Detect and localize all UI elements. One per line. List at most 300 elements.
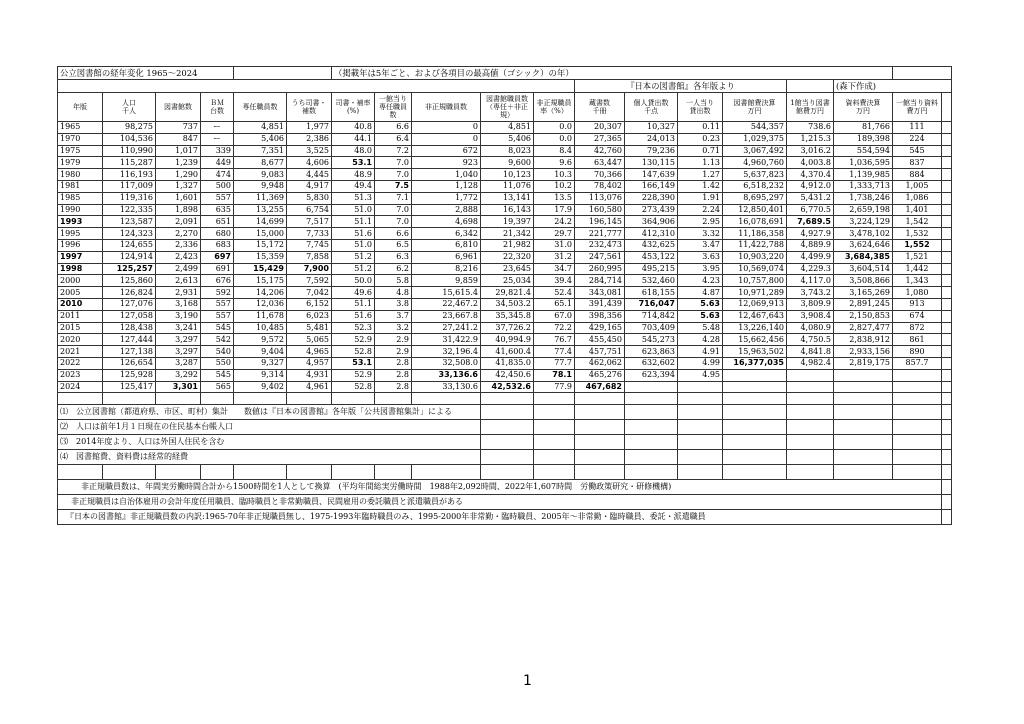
value-cell: 3,292 (156, 369, 201, 381)
blank-cell (723, 393, 787, 405)
value-cell: 42,760 (575, 145, 625, 157)
value-cell: 11,369 (234, 192, 287, 204)
blank-cell (893, 405, 942, 420)
value-cell: 2,336 (156, 239, 201, 251)
header-row (58, 93, 952, 122)
value-cell: 4.91 (678, 346, 723, 358)
value-cell: 500 (201, 180, 234, 192)
blank-cell (942, 495, 952, 510)
column-header-line: 万円 (747, 107, 762, 115)
blank-cell (287, 393, 332, 405)
value-cell: 0.0 (534, 122, 575, 134)
value-cell: 9,572 (234, 334, 287, 346)
blank-cell (201, 393, 234, 405)
value-cell: 550 (201, 357, 234, 369)
year-cell: 2020 (58, 334, 103, 346)
value-cell: 716,047 (625, 298, 678, 310)
value-cell: 32,196.4 (412, 346, 481, 358)
value-cell: 3,624,646 (834, 239, 893, 251)
value-cell: 2,270 (156, 228, 201, 240)
value-cell: 4,982.4 (787, 357, 834, 369)
value-cell: 2,386 (287, 133, 332, 145)
blank-cell (942, 420, 952, 435)
value-cell: 3.8 (375, 298, 412, 310)
value-cell: 861 (893, 334, 942, 346)
value-cell: 623,394 (625, 369, 678, 381)
value-cell: 1,343 (893, 275, 942, 287)
value-cell: 3,525 (287, 145, 332, 157)
value-cell: 6.2 (375, 263, 412, 275)
blank-cell (942, 239, 952, 251)
value-cell: 683 (201, 239, 234, 251)
column-header-line: うち司書・ (291, 99, 327, 107)
blank-cell (942, 465, 952, 480)
footnote-text: 非正規職員は自治体雇用の会計年度任用職員、臨時職員と非常勤職員、民間雇用の委託職員と派遣職員がある (58, 495, 942, 510)
value-cell: 7.0 (375, 216, 412, 228)
value-cell: 3,016.2 (787, 145, 834, 157)
blank-cell (201, 465, 234, 480)
blank-cell (534, 393, 575, 405)
value-cell: ー (201, 122, 234, 134)
value-cell: 76.7 (534, 334, 575, 346)
year-cell: 2000 (58, 275, 103, 287)
blank-cell (942, 216, 952, 228)
column-header-line: 台数 (210, 107, 224, 115)
table-row (58, 393, 952, 405)
year-cell: 2022 (58, 357, 103, 369)
column-header (412, 93, 481, 122)
table-row (58, 122, 952, 134)
value-cell: 412,310 (625, 228, 678, 240)
value-cell: 49.4 (332, 180, 375, 192)
value-cell: 12,036 (234, 298, 287, 310)
value-cell: 51.2 (332, 263, 375, 275)
value-cell: 31,422.9 (412, 334, 481, 346)
table-row (58, 381, 952, 393)
value-cell: 2.8 (375, 381, 412, 393)
blank-cell (156, 393, 201, 405)
value-cell: 453,122 (625, 251, 678, 263)
value-cell: 6,023 (287, 310, 332, 322)
value-cell: 104,536 (103, 133, 156, 145)
value-cell: 2,659,198 (834, 204, 893, 216)
value-cell: 3.63 (678, 251, 723, 263)
column-header-line: 蔵書数 (589, 99, 610, 107)
value-cell: 623,863 (625, 346, 678, 358)
value-cell: 53.1 (332, 357, 375, 369)
table-row (58, 180, 952, 192)
value-cell: 50.0 (332, 275, 375, 287)
column-header-line: 貸出数 (689, 107, 711, 115)
blank-cell (942, 346, 952, 358)
table-row (58, 495, 952, 510)
value-cell: 14,206 (234, 287, 287, 299)
table-row (58, 435, 952, 450)
blank-cell (625, 450, 678, 465)
value-cell: 557 (201, 310, 234, 322)
value-cell: 40,994.9 (481, 334, 534, 346)
value-cell: 52.8 (332, 346, 375, 358)
value-cell: 22,467.2 (412, 298, 481, 310)
value-cell: 0 (412, 133, 481, 145)
blank-cell (942, 192, 952, 204)
blank-cell (942, 510, 952, 525)
table-row (58, 145, 952, 157)
value-cell: 6.3 (375, 251, 412, 263)
value-cell: 7,592 (287, 275, 332, 287)
value-cell: 48.0 (332, 145, 375, 157)
blank-cell (942, 480, 952, 495)
value-cell: 12,069,913 (723, 298, 787, 310)
blank-cell (942, 263, 952, 275)
column-header (234, 93, 287, 122)
value-cell: 72.2 (534, 322, 575, 334)
value-cell: 10.3 (534, 169, 575, 181)
table-row (58, 322, 952, 334)
value-cell: 557 (201, 298, 234, 310)
value-cell: 34.7 (534, 263, 575, 275)
column-header (201, 93, 234, 122)
blank-cell (834, 405, 893, 420)
table-row (58, 287, 952, 299)
year-cell: 1995 (58, 228, 103, 240)
value-cell: 51.1 (332, 216, 375, 228)
value-cell: 39.4 (534, 275, 575, 287)
year-cell: 1975 (58, 145, 103, 157)
value-cell: 618,155 (625, 287, 678, 299)
value-cell: 554,594 (834, 145, 893, 157)
value-cell: 651 (201, 216, 234, 228)
value-cell: 1,601 (156, 192, 201, 204)
value-cell: 4,698 (412, 216, 481, 228)
value-cell: 15,359 (234, 251, 287, 263)
blank-cell (575, 420, 625, 435)
value-cell: 15,963,502 (723, 346, 787, 358)
value-cell: 41,600.4 (481, 346, 534, 358)
value-cell: 4,117.0 (787, 275, 834, 287)
value-cell: 14,699 (234, 216, 287, 228)
value-cell: 4,960,760 (723, 157, 787, 169)
blank-cell (723, 420, 787, 435)
blank-cell (575, 450, 625, 465)
column-header-line: 費万円 (906, 107, 928, 115)
value-cell: 0.71 (678, 145, 723, 157)
year-cell: 1979 (58, 157, 103, 169)
value-cell: 119,316 (103, 192, 156, 204)
value-cell: 7.0 (375, 157, 412, 169)
column-header (58, 93, 103, 122)
column-header-line: 図書館数 (164, 103, 192, 111)
value-cell: 48.9 (332, 169, 375, 181)
value-cell: 260,995 (575, 263, 625, 275)
value-cell: 545 (201, 322, 234, 334)
value-cell: 6.4 (375, 133, 412, 145)
value-cell: 676 (201, 275, 234, 287)
value-cell: 3,809.9 (787, 298, 834, 310)
value-cell: 737 (156, 122, 201, 134)
value-cell (723, 381, 787, 393)
value-cell: 122,335 (103, 204, 156, 216)
value-cell: 113,076 (575, 192, 625, 204)
blank-cell (678, 393, 723, 405)
value-cell (723, 369, 787, 381)
column-header-line: 規） (500, 111, 514, 119)
year-cell: 1993 (58, 216, 103, 228)
value-cell: 592 (201, 287, 234, 299)
value-cell: 7.0 (375, 169, 412, 181)
value-cell: 9,600 (481, 157, 534, 169)
value-cell: 247,561 (575, 251, 625, 263)
value-cell: 2.8 (375, 357, 412, 369)
column-header (834, 93, 893, 122)
value-cell: 5,637,823 (723, 169, 787, 181)
value-cell: 5,830 (287, 192, 332, 204)
value-cell: 7,517 (287, 216, 332, 228)
blank-cell (534, 420, 575, 435)
value-cell: 545 (201, 369, 234, 381)
value-cell: 1,290 (156, 169, 201, 181)
value-cell: 78.1 (534, 369, 575, 381)
value-cell: 9,314 (234, 369, 287, 381)
table-row (58, 263, 952, 275)
value-cell: 51.1 (332, 298, 375, 310)
value-cell: 697 (201, 251, 234, 263)
value-cell: 6.5 (375, 239, 412, 251)
blank-cell (481, 435, 534, 450)
column-header (156, 93, 201, 122)
value-cell: 65.1 (534, 298, 575, 310)
value-cell: 4,841.8 (787, 346, 834, 358)
blank-cell (332, 393, 375, 405)
value-cell: 19,397 (481, 216, 534, 228)
value-cell: 6,518,232 (723, 180, 787, 192)
value-cell: 5,406 (481, 133, 534, 145)
value-cell: 11,186,358 (723, 228, 787, 240)
value-cell: 545,273 (625, 334, 678, 346)
value-cell: 196,145 (575, 216, 625, 228)
blank-cell (942, 157, 952, 169)
value-cell: 284,714 (575, 275, 625, 287)
column-header-line: （専任＋非正 (486, 103, 528, 111)
value-cell: 13.5 (534, 192, 575, 204)
blank-cell (942, 381, 952, 393)
value-cell: 2.9 (375, 334, 412, 346)
value-cell: 532,460 (625, 275, 678, 287)
blank-cell (942, 228, 952, 240)
blank-cell (942, 204, 952, 216)
value-cell: 77.7 (534, 357, 575, 369)
value-cell: 273,439 (625, 204, 678, 216)
year-cell: 1981 (58, 180, 103, 192)
column-header-line: 率（%） (540, 107, 568, 115)
value-cell: 2,091 (156, 216, 201, 228)
value-cell: 890 (893, 346, 942, 358)
value-cell: 4.95 (678, 369, 723, 381)
value-cell: 4,927.9 (787, 228, 834, 240)
value-cell: 4,917 (287, 180, 332, 192)
note-text: ⑶ 2014年度より、人口は外国人住民を含む (58, 435, 481, 450)
value-cell: 1,532 (893, 228, 942, 240)
blank-cell (575, 405, 625, 420)
value-cell: 42,450.6 (481, 369, 534, 381)
blank-cell (942, 322, 952, 334)
value-cell: 27,241.2 (412, 322, 481, 334)
value-cell: 1,552 (893, 239, 942, 251)
value-cell: 7.2 (375, 145, 412, 157)
value-cell: 4.23 (678, 275, 723, 287)
value-cell: 6.6 (375, 228, 412, 240)
blank-cell (893, 67, 952, 80)
value-cell: 3,165,269 (834, 287, 893, 299)
table-row (58, 510, 952, 525)
column-header (375, 93, 412, 122)
column-header-line: 一館当り資料 (896, 99, 938, 107)
column-header-line: 一人当り (686, 99, 714, 107)
table-row (58, 275, 952, 287)
value-cell: 7,042 (287, 287, 332, 299)
title-row (58, 80, 952, 93)
column-header-line: ＢＭ (210, 99, 224, 107)
blank-cell (942, 251, 952, 263)
blank-cell (575, 465, 625, 480)
column-header-line: 年版 (73, 103, 87, 111)
column-header (287, 93, 332, 122)
value-cell: 1,086 (893, 192, 942, 204)
footnote-text: 非正規職員数は、年間実労働時間合計から1500時間を1人として換算 (平均年間総実労働時間 1988年2,092時間、2022年1,607時間 労働政策研究・研修機構) (58, 480, 942, 495)
value-cell: 1,521 (893, 251, 942, 263)
column-header-line: 千人 (122, 107, 136, 115)
column-header-line: 非正規職員数 (425, 103, 467, 111)
blank-cell (942, 310, 952, 322)
blank-cell (893, 393, 942, 405)
table-row (58, 204, 952, 216)
value-cell: 4,499.9 (787, 251, 834, 263)
value-cell: 545 (893, 145, 942, 157)
blank-cell (103, 465, 156, 480)
table-row (58, 369, 952, 381)
column-header-line: 1館当り図書 (790, 99, 830, 107)
year-cell: 1996 (58, 239, 103, 251)
value-cell (893, 369, 942, 381)
value-cell: 2.8 (375, 369, 412, 381)
column-header (534, 93, 575, 122)
blank-cell (787, 393, 834, 405)
value-cell: 124,655 (103, 239, 156, 251)
value-cell: 672 (412, 145, 481, 157)
value-cell: 52.9 (332, 369, 375, 381)
value-cell: 872 (893, 322, 942, 334)
value-cell: 9,859 (412, 275, 481, 287)
value-cell: 557 (201, 192, 234, 204)
value-cell: 4,912.0 (787, 180, 834, 192)
value-cell: 52.4 (534, 287, 575, 299)
value-cell: 31.2 (534, 251, 575, 263)
value-cell: 34,503.2 (481, 298, 534, 310)
blank-cell (534, 465, 575, 480)
value-cell: 33,130.6 (412, 381, 481, 393)
blank-cell (942, 435, 952, 450)
blank-cell (234, 393, 287, 405)
blank-cell (58, 80, 575, 93)
value-cell: 5,481 (287, 322, 332, 334)
column-header-line: 一館当り (379, 95, 407, 103)
value-cell: 123,587 (103, 216, 156, 228)
value-cell: 221,777 (575, 228, 625, 240)
value-cell: 5.48 (678, 322, 723, 334)
value-cell: 4,229.3 (787, 263, 834, 275)
value-cell: 117,009 (103, 180, 156, 192)
value-cell: 364,906 (625, 216, 678, 228)
value-cell: 51.6 (332, 310, 375, 322)
blank-cell (375, 393, 412, 405)
column-header-line: 非正規職員 (536, 99, 572, 107)
blank-cell (893, 465, 942, 480)
value-cell: 1,139,985 (834, 169, 893, 181)
value-cell: 9,327 (234, 357, 287, 369)
value-cell: 10,903,220 (723, 251, 787, 263)
table-row (58, 133, 952, 145)
blank-cell (58, 393, 103, 405)
blank-cell (942, 298, 952, 310)
column-header (678, 93, 723, 122)
blank-cell (234, 465, 287, 480)
value-cell: 4,889.9 (787, 239, 834, 251)
value-cell: 7,858 (287, 251, 332, 263)
value-cell: 2.24 (678, 204, 723, 216)
value-cell: 21,342 (481, 228, 534, 240)
value-cell: 24.2 (534, 216, 575, 228)
blank-cell (834, 393, 893, 405)
value-cell: 44.1 (332, 133, 375, 145)
value-cell: 1.13 (678, 157, 723, 169)
column-header-line: 図書館費決算 (733, 99, 776, 107)
value-cell: 1,239 (156, 157, 201, 169)
blank-cell (942, 405, 952, 420)
value-cell: 33,136.6 (412, 369, 481, 381)
blank-cell (723, 435, 787, 450)
value-cell: 2,888 (412, 204, 481, 216)
value-cell: 8,677 (234, 157, 287, 169)
blank-cell (412, 465, 481, 480)
value-cell: 29.7 (534, 228, 575, 240)
column-header (481, 93, 534, 122)
value-cell: 3,508,866 (834, 275, 893, 287)
note-text: ⑵ 人口は前年1月１日現在の住民基本台帳人口 (58, 420, 481, 435)
value-cell: 9.6 (534, 157, 575, 169)
year-cell: 1990 (58, 204, 103, 216)
table-row (58, 420, 952, 435)
blank-cell (942, 334, 952, 346)
table-row (58, 346, 952, 358)
value-cell: 40.8 (332, 122, 375, 134)
value-cell: 391,439 (575, 298, 625, 310)
note-text: ⑷ 図書館費、資料費は経常的経費 (58, 450, 481, 465)
value-cell: 12,850,401 (723, 204, 787, 216)
value-cell: 24,013 (625, 133, 678, 145)
value-cell: 3,067,492 (723, 145, 787, 157)
year-cell: 2024 (58, 381, 103, 393)
value-cell (787, 381, 834, 393)
value-cell: 4.8 (375, 287, 412, 299)
blank-cell (942, 369, 952, 381)
title-row (58, 67, 952, 80)
value-cell: 10,971,289 (723, 287, 787, 299)
value-cell: 339 (201, 145, 234, 157)
column-header (893, 93, 942, 122)
year-cell: 2011 (58, 310, 103, 322)
value-cell: 3,287 (156, 357, 201, 369)
value-cell: 98,275 (103, 122, 156, 134)
